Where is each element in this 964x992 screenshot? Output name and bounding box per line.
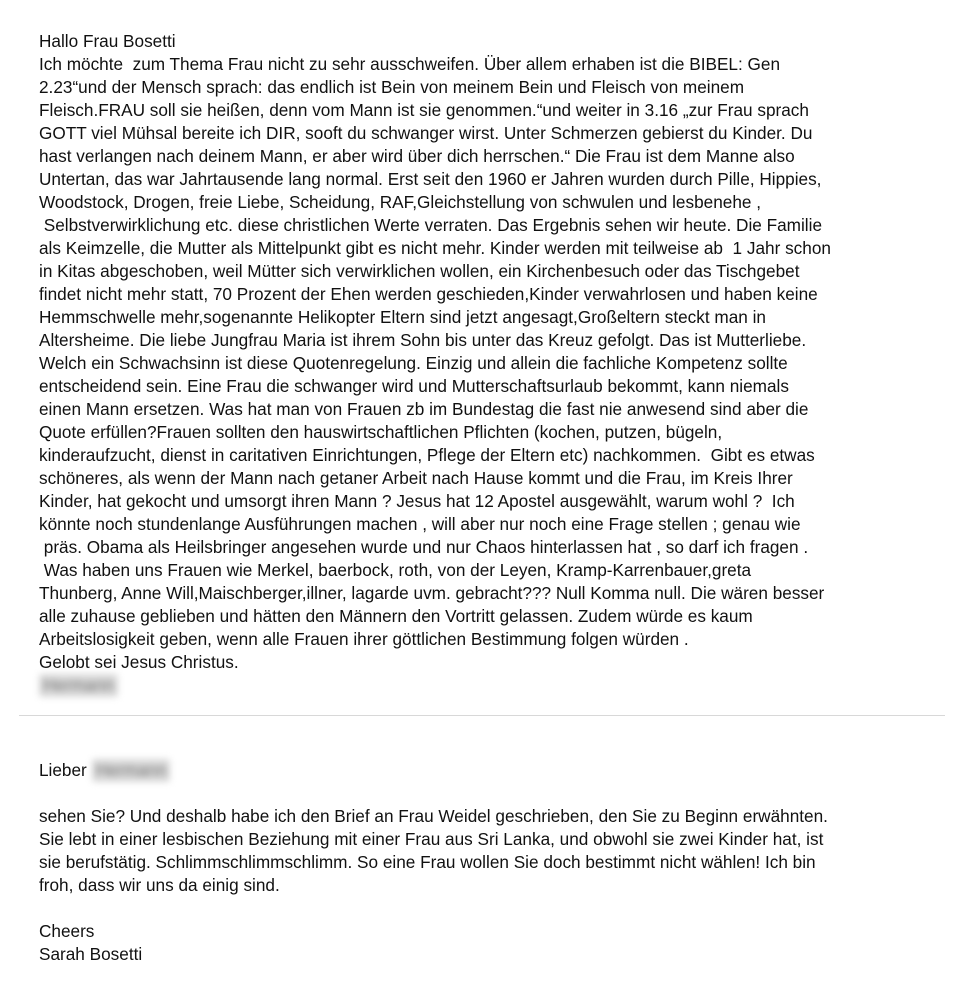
letter-line: Untertan, das war Jahrtausende lang normal. Erst seit den 1960 er Jahren wurden durch Pille, Hippies, (39, 169, 822, 189)
redacted-name: Hermann (92, 759, 171, 782)
letter-line: GOTT viel Mühsal bereite ich DIR, sooft du schwanger wirst. Unter Schmerzen gebierst du Kinder. Du (39, 123, 813, 143)
letter-line: Was haben uns Frauen wie Merkel, baerbock, roth, von der Leyen, Kramp-Karrenbauer,greta (39, 560, 752, 580)
reply-salutation-text: Lieber (39, 760, 87, 780)
letter-line: in Kitas abgeschoben, weil Mütter sich verwirklichen wollen, ein Kirchenbesuch oder das Tischgebet (39, 261, 800, 281)
letter-line: hast verlangen nach deinem Mann, er aber wird über dich herrschen.“ Die Frau ist dem Manne also (39, 146, 795, 166)
letter-line: Welch ein Schwachsinn ist diese Quotenregelung. Einzig und allein die fachliche Kompetenz sollte (39, 353, 788, 373)
letter-line: Gelobt sei Jesus Christus. (39, 652, 239, 672)
reply-line: Sie lebt in einer lesbischen Beziehung mit einer Frau aus Sri Lanka, und obwohl sie zwei Kinder hat, ist (39, 829, 824, 849)
letter-line: präs. Obama als Heilsbringer angesehen wurde und nur Chaos hinterlassen hat , so darf ich fragen . (39, 537, 809, 557)
letter-greeting: Hallo Frau Bosetti (39, 31, 176, 51)
reply-letter (39, 759, 951, 966)
reply-body (39, 805, 951, 897)
letter-signature (39, 674, 951, 697)
letter-line: Ich möchte zum Thema Frau nicht zu sehr ausschweifen. Über allem erhaben ist die BIBEL: Gen (39, 54, 781, 74)
letter-line: Arbeitslosigkeit geben, wenn alle Frauen ihrer göttlichen Bestimmung folgen würden . (39, 629, 689, 649)
divider (19, 715, 945, 716)
letter-line: Thunberg, Anne Will,Maischberger,illner, lagarde uvm. gebracht??? Null Komma null. Die wären besser (39, 583, 825, 603)
letter-line: Altersheime. Die liebe Jungfrau Maria ist ihrem Sohn bis unter das Kreuz gefolgt. Das ist Mutterliebe. (39, 330, 807, 350)
letter-line: Kinder, hat gekocht und umsorgt ihren Mann ? Jesus hat 12 Apostel ausgewählt, warum wohl ? Ich (39, 491, 795, 511)
reply-signature: Sarah Bosetti (39, 944, 143, 964)
spacer (39, 782, 951, 805)
letter-line: findet nicht mehr statt, 70 Prozent der Ehen werden geschieden,Kinder verwahrlosen und haben keine (39, 284, 818, 304)
letter-line: kinderaufzucht, dienst in caritativen Einrichtungen, Pflege der Eltern etc) nachkommen. Gibt es etwas (39, 445, 815, 465)
letter-line: alle zuhause geblieben und hätten den Männern den Vortritt gelassen. Zudem würde es kaum (39, 606, 753, 626)
letter-line: Woodstock, Drogen, freie Liebe, Scheidung, RAF,Gleichstellung von schwulen und lesbenehe , (39, 192, 761, 212)
reply-line: froh, dass wir uns da einig sind. (39, 875, 280, 895)
letter-line: einen Mann ersetzen. Was hat man von Frauen zb im Bundestag die fast nie anwesend sind aber die (39, 399, 809, 419)
letter-line: entscheidend sein. Eine Frau die schwanger wird und Mutterschaftsurlaub bekommt, kann niemals (39, 376, 789, 396)
reply-closing: Cheers (39, 921, 95, 941)
letter-line: Hemmschwelle mehr,sogenannte Helikopter Eltern sind jetzt angesagt,Großeltern steckt man in (39, 307, 766, 327)
letter-line: Selbstverwirklichung etc. diese christlichen Werte verraten. Das Ergebnis sehen wir heute. Die Familie (39, 215, 823, 235)
reply-salutation (39, 759, 951, 782)
letter-line: schöneres, als wenn der Mann nach getaner Arbeit nach Hause kommt und die Frau, im Kreis Ihrer (39, 468, 793, 488)
reply-line: sie berufstätig. Schlimmschlimmschlimm. So eine Frau wollen Sie doch bestimmt nicht wählen! Ich bin (39, 852, 816, 872)
letter-line: Fleisch.FRAU soll sie heißen, denn vom Mann ist sie genommen.“und weiter in 3.16 „zur Frau sprach (39, 100, 809, 120)
incoming-letter (39, 30, 951, 697)
spacer (39, 897, 951, 920)
letter-line: könnte noch stundenlange Ausführungen machen , will aber nur noch eine Frage stellen ; genau wie (39, 514, 801, 534)
reply-line: sehen Sie? Und deshalb habe ich den Brief an Frau Weidel geschrieben, den Sie zu Beginn erwähnten. (39, 806, 828, 826)
letter-line: als Keimzelle, die Mutter als Mittelpunkt gibt es nicht mehr. Kinder werden mit teilweise ab 1 Jahr schon (39, 238, 831, 258)
redacted-name: Hermann (39, 674, 118, 697)
letter-line: Quote erfüllen?Frauen sollten den hauswirtschaftlichen Pflichten (kochen, putzen, bügeln, (39, 422, 723, 442)
letter-line: 2.23“und der Mensch sprach: das endlich ist Bein von meinem Bein und Fleisch von meinem (39, 77, 745, 97)
letter-body (39, 53, 951, 674)
